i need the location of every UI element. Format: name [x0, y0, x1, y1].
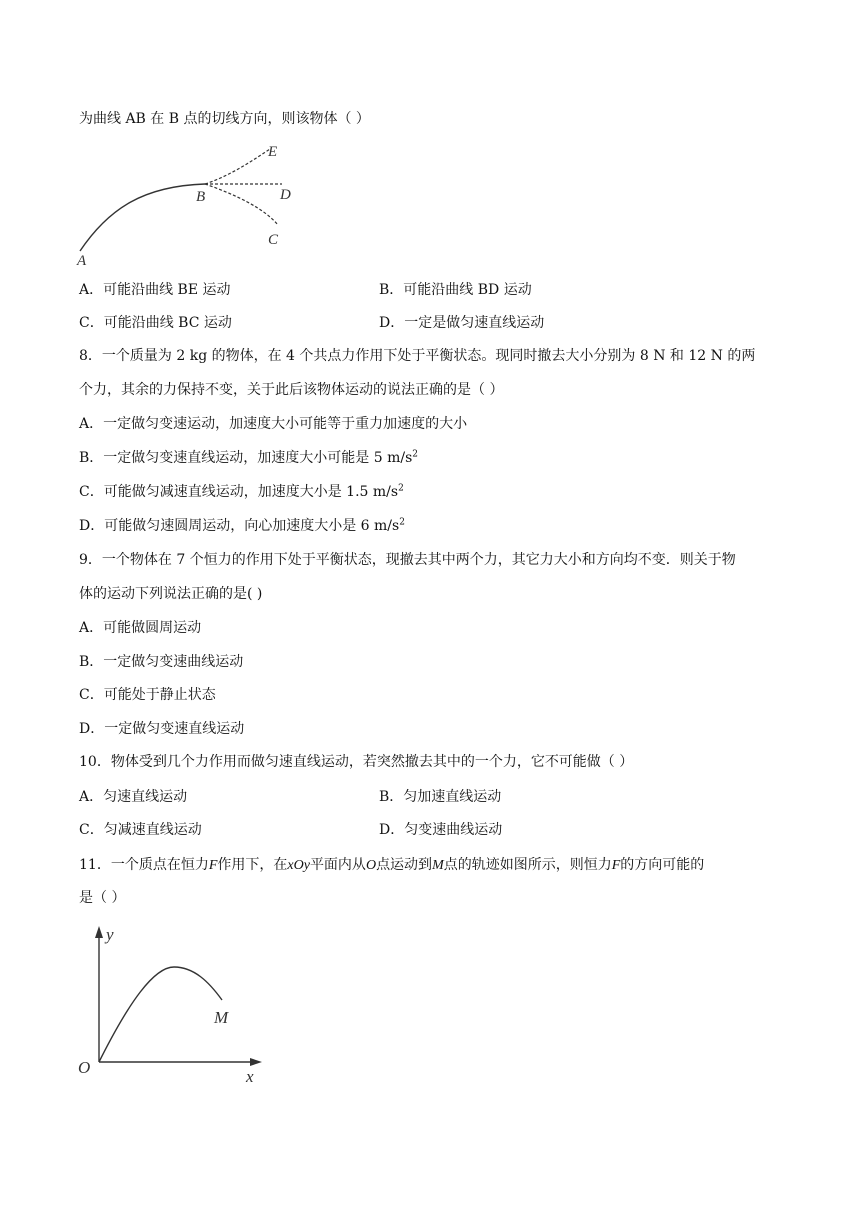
- q8-option-b-text: B．一定做匀变速直线运动，加速度大小可能是 5 m/s: [79, 450, 413, 466]
- curve-bc: [205, 184, 278, 225]
- q11-stem-xoy: xOy: [287, 858, 310, 873]
- q7-stem-tail: 为曲线 AB 在 B 点的切线方向，则该物体（ ）: [79, 111, 370, 127]
- curve-ab: [80, 184, 205, 251]
- q11-trajectory-figure: [74, 922, 274, 1088]
- q8-option-d-text: D．可能做匀速圆周运动，向心加速度大小是 6 m/s: [79, 518, 400, 534]
- y-axis-arrow-icon: [95, 926, 103, 938]
- q10-option-b[interactable]: B．匀加速直线运动: [379, 789, 502, 805]
- q10-option-a[interactable]: A．匀速直线运动: [79, 789, 188, 805]
- q7-option-d[interactable]: D．一定是做匀速直线运动: [379, 315, 545, 331]
- q9-option-b[interactable]: B．一定做匀变速曲线运动: [79, 654, 244, 670]
- q8-stem-line1: 8．一个质量为 2 kg 的物体，在 4 个共点力作用下处于平衡状态。现同时撤去大小分别为 8 N 和 12 N 的两: [79, 348, 756, 364]
- q11-stem-p1: 11．一个质点在恒力: [79, 857, 209, 873]
- q9-option-d[interactable]: D．一定做匀变速直线运动: [79, 721, 245, 737]
- q7-trajectory-figure: [74, 138, 300, 270]
- q11-stem-line2: 是（ ）: [79, 890, 126, 906]
- q10-option-c[interactable]: C．匀减速直线运动: [79, 822, 202, 838]
- q8-option-c[interactable]: [79, 482, 404, 502]
- q8-option-a[interactable]: A．一定做匀变速运动，加速度大小可能等于重力加速度的大小: [79, 416, 468, 432]
- q11-stem-f: F: [208, 858, 218, 873]
- q9-stem-line1: 9．一个物体在 7 个恒力的作用下处于平衡状态，现撤去其中两个力，其它力大小和方向均不变．则关于物: [79, 552, 736, 568]
- q8-option-b-sup: 2: [412, 449, 419, 460]
- q9-option-a[interactable]: A．可能做圆周运动: [79, 620, 202, 636]
- q11-stem-p2: 作用下，在: [217, 857, 288, 873]
- label-c: C: [268, 232, 279, 248]
- q8-option-d[interactable]: [79, 516, 405, 536]
- x-axis-arrow-icon: [250, 1058, 262, 1066]
- label-m: M: [214, 1008, 229, 1027]
- q11-stem-p3: 平面内从: [309, 857, 366, 873]
- label-e: E: [268, 144, 278, 160]
- q7-option-b[interactable]: B．可能沿曲线 BD 运动: [379, 282, 532, 298]
- q8-stem-line2: 个力，其余的力保持不变，关于此后该物体运动的说法正确的是（ ）: [79, 382, 504, 398]
- label-y: y: [106, 925, 114, 944]
- q10-option-d[interactable]: D．匀变速曲线运动: [379, 822, 503, 838]
- label-o: O: [78, 1058, 91, 1077]
- q10-stem: 10．物体受到几个力作用而做匀速直线运动，若突然撤去其中的一个力，它不可能做（ ）: [79, 754, 634, 770]
- trajectory-om: [99, 967, 222, 1062]
- curve-be: [205, 149, 270, 184]
- q9-option-c[interactable]: C．可能处于静止状态: [79, 687, 216, 703]
- q11-stem-line1: [79, 855, 704, 876]
- label-d: D: [280, 187, 291, 203]
- q8-option-d-sup: 2: [399, 517, 405, 528]
- q7-option-c[interactable]: C．可能沿曲线 BC 运动: [79, 315, 232, 331]
- q11-stem-m: M: [432, 858, 444, 873]
- label-a: A: [77, 253, 87, 269]
- q11-stem-o: O: [365, 858, 377, 873]
- q11-stem-p4: 点运动到: [376, 857, 433, 873]
- q9-stem-line2: 体的运动下列说法正确的是( ): [79, 586, 263, 602]
- q11-stem-p5: 点的轨迹如图所示，则恒力: [443, 857, 612, 873]
- label-b: B: [196, 189, 206, 205]
- q8-option-b[interactable]: [79, 448, 418, 468]
- q11-stem-p6: 的方向可能的: [620, 857, 705, 873]
- label-x: x: [246, 1067, 254, 1086]
- q11-stem-f2: F: [611, 858, 621, 873]
- q7-option-a[interactable]: A．可能沿曲线 BE 运动: [79, 282, 231, 298]
- q8-option-c-text: C．可能做匀减速直线运动，加速度大小是 1.5 m/s: [79, 484, 399, 500]
- q8-option-c-sup: 2: [398, 483, 404, 494]
